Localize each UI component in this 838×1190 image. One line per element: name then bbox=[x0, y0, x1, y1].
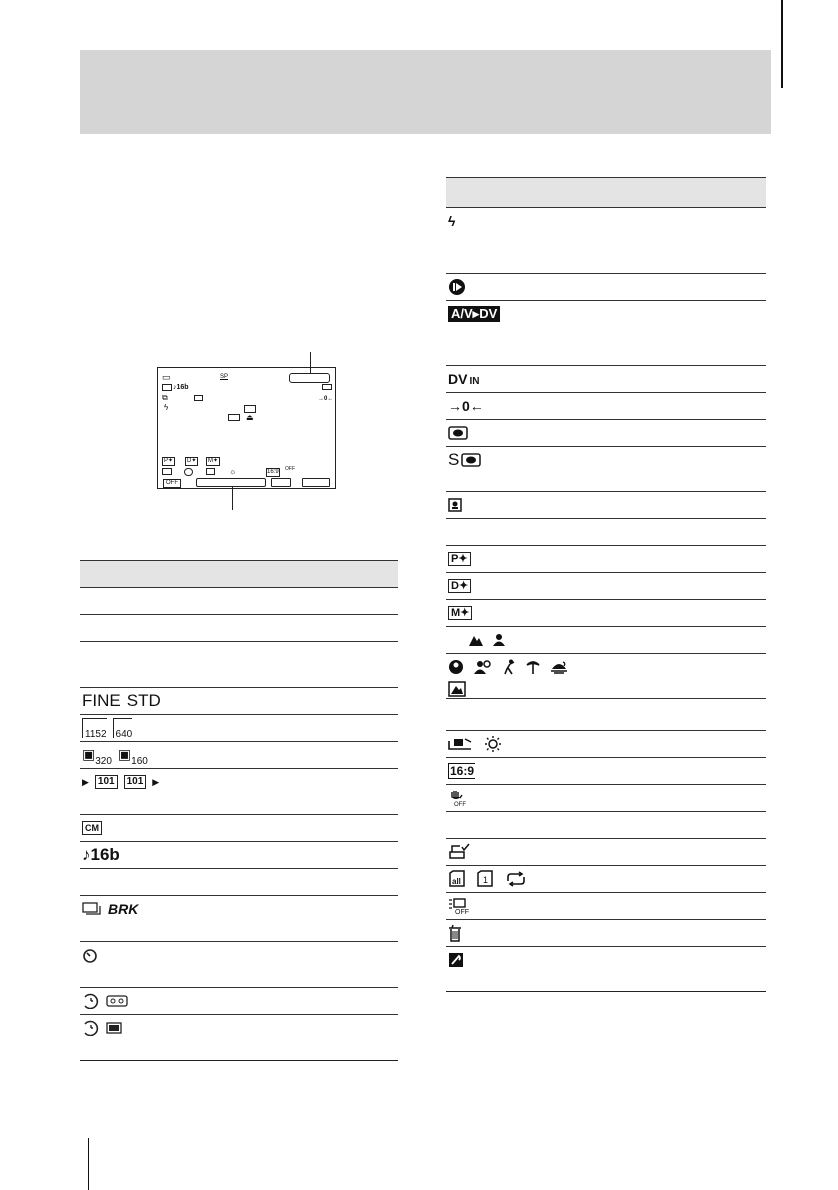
leader-line-bottom bbox=[232, 486, 233, 510]
movie-size-160-label: 160 bbox=[131, 755, 148, 767]
dv-icon: DV bbox=[448, 371, 468, 387]
person-icon bbox=[492, 633, 506, 647]
dv-in-label: IN bbox=[469, 375, 480, 387]
exposure-icon bbox=[448, 498, 462, 512]
folder-next-arrow-icon: ▶ bbox=[152, 776, 160, 787]
table-row bbox=[446, 654, 766, 699]
focus-icon: →0← bbox=[318, 396, 334, 402]
picture-effect-icon bbox=[206, 468, 215, 475]
image-size-1152-label: 1152 bbox=[85, 729, 107, 740]
movie-size-320-label: 320 bbox=[95, 755, 112, 767]
interval-timer-icon bbox=[82, 993, 100, 1009]
mode-box bbox=[271, 478, 291, 487]
folder-101-next-icon: 101 bbox=[124, 775, 147, 789]
cut-line bbox=[781, 0, 783, 88]
spot-focus-icon bbox=[461, 453, 481, 467]
picture-effect-p-icon bbox=[448, 552, 471, 566]
outdoor-wb-icon bbox=[484, 735, 502, 753]
end-search-icon bbox=[448, 278, 466, 296]
wide-16-9-icon: 16:9 bbox=[450, 764, 475, 778]
spot-focus-s-label: S bbox=[448, 450, 460, 469]
leader-line-top bbox=[310, 352, 311, 373]
sunset-icon bbox=[550, 659, 568, 675]
bracket-icon: BRK bbox=[108, 901, 139, 917]
table-row bbox=[446, 866, 766, 893]
table-row bbox=[446, 627, 766, 654]
table-row bbox=[446, 519, 766, 546]
image-size-640-icon bbox=[113, 718, 133, 738]
right-indicator-table bbox=[446, 177, 766, 992]
sports-icon bbox=[502, 659, 516, 675]
table-row bbox=[446, 393, 766, 420]
ae-icon bbox=[244, 405, 256, 413]
ms-icon: M✦ bbox=[208, 458, 219, 464]
table-row bbox=[446, 812, 766, 839]
self-timer-icon bbox=[82, 947, 98, 963]
burst-icon bbox=[82, 902, 102, 916]
m-label: M bbox=[451, 607, 461, 619]
table-row bbox=[446, 274, 766, 301]
table-row bbox=[80, 1015, 398, 1061]
table-row bbox=[446, 573, 766, 600]
steady-shot-icon: OFF bbox=[285, 466, 295, 472]
d-sparkle: ✦ bbox=[458, 580, 469, 592]
table-header bbox=[446, 178, 766, 208]
table-row bbox=[80, 942, 398, 988]
cassette-memory-icon: CM bbox=[82, 821, 102, 835]
trash-icon bbox=[448, 924, 462, 942]
table-row bbox=[80, 715, 398, 742]
table-row bbox=[80, 615, 398, 642]
repeat-icon bbox=[504, 871, 528, 887]
table-row bbox=[80, 842, 398, 869]
movie-size-160-icon: $▣_{160}$ bbox=[117, 745, 148, 767]
battery-icon: ▭ bbox=[162, 372, 171, 382]
drive-mode-icon: ⧉ bbox=[162, 393, 168, 402]
exposure-bar bbox=[196, 478, 266, 487]
card-icon bbox=[106, 1022, 122, 1034]
table-row bbox=[80, 642, 398, 688]
left-indicator-table bbox=[80, 560, 398, 1061]
tape-icon bbox=[106, 995, 128, 1007]
table-row bbox=[446, 893, 766, 920]
d-label: D bbox=[451, 580, 459, 592]
beach-icon bbox=[525, 659, 541, 675]
status-box bbox=[302, 478, 330, 487]
movie-size-320-icon: $▣_{320}$ bbox=[82, 745, 112, 767]
eject-icon: ⏏ bbox=[246, 413, 254, 422]
table-row bbox=[446, 758, 766, 785]
std-quality-icon: STD bbox=[126, 691, 161, 710]
image-size-1152-icon bbox=[82, 718, 107, 738]
callout-box bbox=[289, 373, 330, 383]
table-row bbox=[80, 815, 398, 842]
table-row bbox=[446, 208, 766, 274]
end-search-icon bbox=[322, 384, 332, 390]
fine-quality-icon: FINE bbox=[82, 691, 121, 710]
folder-101-icon: 101 bbox=[95, 775, 118, 789]
table-row bbox=[446, 301, 766, 366]
zebra-icon: OFF bbox=[163, 479, 181, 488]
wb-icon bbox=[162, 468, 172, 475]
table-row bbox=[80, 742, 398, 769]
print-mark-icon bbox=[448, 843, 470, 861]
audio-mode-icon: ♪16b bbox=[173, 384, 189, 391]
spot-meter-icon bbox=[448, 426, 468, 440]
flash-icon: ϟ bbox=[164, 403, 169, 412]
sun-icon: ☼ bbox=[229, 467, 237, 476]
interval-timer-icon bbox=[82, 1020, 100, 1036]
mountain-icon bbox=[468, 633, 484, 647]
protect-icon bbox=[448, 952, 464, 968]
twilight-portrait-icon bbox=[448, 659, 464, 675]
steady-shot-off-icon bbox=[448, 789, 466, 807]
table-row bbox=[446, 947, 766, 992]
table-row bbox=[446, 420, 766, 447]
svg-text:all: all bbox=[452, 877, 461, 886]
table-row bbox=[446, 546, 766, 573]
table-header bbox=[80, 561, 398, 588]
table-row bbox=[446, 600, 766, 627]
table-row bbox=[446, 699, 766, 731]
spot-icon bbox=[228, 414, 240, 421]
ds-icon: D✦ bbox=[187, 458, 197, 464]
svg-text:1: 1 bbox=[483, 875, 489, 885]
table-row bbox=[446, 731, 766, 758]
audio-16bit-icon: ♪16b bbox=[82, 845, 120, 864]
table-row bbox=[446, 447, 766, 492]
memory-mix-m-icon bbox=[448, 606, 472, 620]
table-row bbox=[80, 896, 398, 942]
table-row bbox=[446, 920, 766, 947]
folder-prev-arrow-icon: ▶ bbox=[82, 776, 89, 787]
table-row bbox=[446, 785, 766, 812]
image-size-640-label: 640 bbox=[115, 729, 133, 740]
slide-show-all-icon bbox=[448, 870, 466, 888]
av-dv-icon: A/V▸DV bbox=[448, 306, 500, 322]
one-push-wb-icon bbox=[448, 737, 472, 751]
slide-show-one-icon bbox=[476, 870, 494, 888]
rec-timer-icon bbox=[194, 395, 203, 401]
m-sparkle: ✦ bbox=[460, 607, 470, 619]
portrait-icon bbox=[473, 659, 493, 675]
ratio-icon: 16:9 bbox=[267, 469, 279, 475]
table-row bbox=[80, 588, 398, 615]
svg-text:OFF: OFF bbox=[454, 802, 466, 807]
tape-speed-icon: SP bbox=[220, 374, 229, 380]
table-row bbox=[80, 869, 398, 896]
table-row bbox=[80, 688, 398, 715]
svg-text:OFF: OFF bbox=[455, 909, 469, 915]
cm-icon bbox=[162, 384, 172, 391]
scene-icon bbox=[184, 468, 193, 476]
table-row bbox=[446, 839, 766, 866]
ps-icon: P✦ bbox=[164, 458, 174, 464]
lcd-screen-illustration bbox=[157, 367, 336, 489]
lcd-backlight-off-icon bbox=[448, 897, 470, 915]
table-row bbox=[80, 769, 398, 815]
focus-infinity-icon: →0← bbox=[448, 398, 484, 414]
table-row bbox=[80, 988, 398, 1015]
flash-icon: ϟ bbox=[448, 213, 456, 229]
table-row bbox=[446, 492, 766, 519]
p-label: P bbox=[451, 553, 459, 565]
landscape-icon bbox=[448, 681, 466, 697]
footer-rule bbox=[88, 1138, 89, 1190]
header-band bbox=[80, 50, 771, 134]
digital-effect-d-icon bbox=[448, 579, 471, 593]
p-sparkle: ✦ bbox=[458, 553, 468, 565]
table-row bbox=[446, 366, 766, 393]
